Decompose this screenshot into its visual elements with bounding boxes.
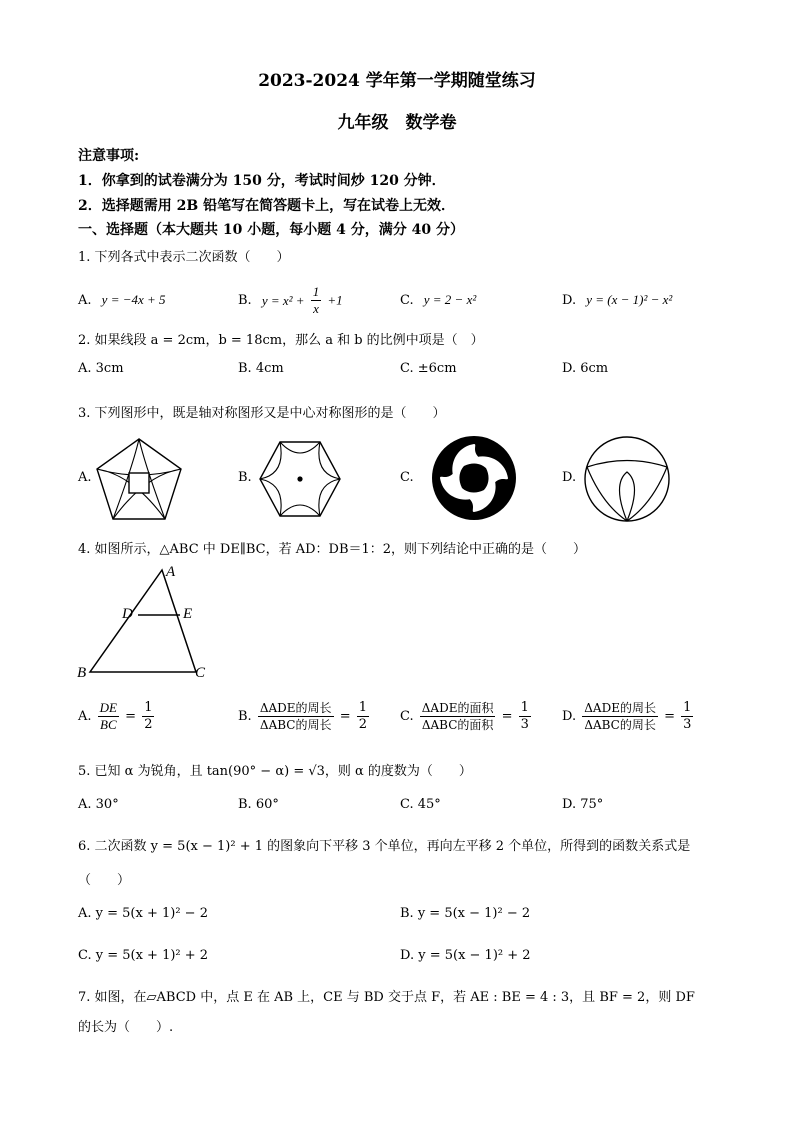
q7-stem-cont: 的长为（ ）. [78, 1020, 174, 1035]
q1-option-b [238, 284, 343, 317]
q4-option-c-num: ΔADE的面积 [421, 701, 494, 715]
q4-option-d-label: D. [562, 709, 577, 724]
q6-option-a: A. y = 5(x + 1)² − 2 [78, 906, 208, 921]
q4-option-c-label: C. [400, 709, 414, 724]
hexagon-figure [258, 438, 342, 520]
q4-option-a-den: BC [100, 717, 117, 732]
q5-option-b: B. 60° [238, 797, 279, 812]
q3-option-b-label: B. [238, 470, 252, 485]
q5-option-c: C. 45° [400, 797, 441, 812]
pentagon-figure [93, 435, 185, 523]
q2-option-a: A. 3cm [78, 361, 124, 376]
exam-subtitle: 九年级 数学卷 [337, 113, 457, 133]
q4-option-d-rhs-den: 3 [683, 717, 692, 732]
q1-stem: 1. 下列各式中表示二次函数（ ） [78, 250, 290, 265]
q4-option-a-frac [98, 700, 119, 733]
q6-stem-cont: （ ） [78, 873, 131, 888]
q4-option-a [78, 700, 156, 733]
section-heading: 一、选择题（本大题共 10 小题，每小题 4 分，满分 40 分） [78, 222, 464, 238]
q4-stem: 4. 如图所示，△ABC 中 DE∥BC，若 AD：DB＝1：2，则下列结论中正确的是（ ） [78, 542, 587, 557]
q5-stem: 5. 已知 α 为锐角，且 tan(90° − α) = √3，则 α 的度数为（ ） [78, 764, 472, 779]
q1-option-b-frac [311, 284, 322, 317]
q4-option-b-num: ΔADE的周长 [259, 701, 332, 715]
q1-option-b-post: +1 [327, 292, 343, 308]
q3-stem: 3. 下列图形中，既是轴对称图形又是中心对称图形的是（ ） [78, 406, 446, 421]
q2-option-b: B. 4cm [238, 361, 284, 376]
q3-option-a-label: A. [78, 470, 92, 485]
swirl-figure [430, 434, 518, 522]
q4-option-b-rhs-den: 2 [358, 717, 368, 732]
vertex-label-b: B [77, 665, 87, 681]
q4-option-a-rhs [142, 700, 154, 733]
note-item-2: 2．选择题需用 2B 铅笔写在简答题卡上，写在试卷上无效． [78, 198, 456, 214]
circle-arcs-figure [582, 434, 672, 524]
q4-option-a-eq: = [125, 709, 137, 724]
q4-option-c-eq: = [501, 709, 513, 724]
q1-option-d-label: D. [562, 293, 577, 308]
vertex-label-c: C [195, 665, 206, 681]
q5-option-a: A. 30° [78, 797, 119, 812]
q1-option-b-num: 1 [312, 284, 320, 299]
vertex-label-a: A [166, 564, 176, 580]
q4-option-a-num: DE [99, 700, 118, 715]
q4-option-a-rhs-num: 1 [144, 700, 153, 715]
q1-option-a [78, 292, 166, 308]
vertex-label-e: E [183, 606, 193, 622]
q4-option-d-eq: = [664, 709, 675, 724]
q4-option-c-rhs-num: 1 [520, 700, 529, 715]
q4-option-a-rhs-den: 2 [144, 717, 153, 732]
q2-option-d: D. 6cm [562, 361, 609, 376]
q1-option-c-expr: y = 2 − x² [423, 292, 477, 307]
q3-option-d-label: D. [562, 470, 577, 485]
q4-option-c-den: ΔABC的面积 [421, 718, 494, 732]
q1-option-c [400, 292, 476, 308]
q6-option-d: D. y = 5(x − 1)² + 2 [400, 948, 531, 963]
q4-option-c-rhs-den: 3 [520, 717, 529, 732]
q5-option-d: D. 75° [562, 797, 604, 812]
q1-option-d-expr: y = (x − 1)² − x² [586, 292, 673, 307]
q4-option-d-rhs-num: 1 [683, 700, 692, 715]
q1-option-d [562, 292, 672, 308]
q1-option-b-label: B. [238, 293, 252, 308]
vertex-label-d: D [122, 606, 133, 622]
q4-option-c-rhs [519, 700, 531, 733]
q4-option-d-rhs [681, 700, 693, 733]
q4-option-c [400, 700, 533, 733]
q4-option-c-frac [420, 700, 496, 733]
q1-option-a-label: A. [78, 293, 92, 308]
q1-option-b-pre: y = x² + [261, 292, 305, 308]
q4-option-b-rhs-num: 1 [358, 700, 368, 715]
q4-option-b-label: B. [238, 709, 252, 724]
exam-title: 2023-2024 学年第一学期随堂练习 [258, 71, 536, 91]
q4-option-d-den: ΔABC的周长 [584, 718, 656, 732]
q4-option-b [238, 700, 371, 733]
q1-option-b-den: x [313, 301, 319, 316]
note-item-1: 1．你拿到的试卷满分为 150 分，考试时间炒 120 分钟． [78, 173, 446, 189]
q1-option-a-expr: y = −4x + 5 [101, 292, 166, 307]
q2-stem: 2. 如果线段 a = 2cm，b = 18cm，那么 a 和 b 的比例中项是（ ） [78, 333, 484, 348]
q4-option-a-label: A. [78, 709, 92, 724]
q4-option-b-frac [258, 700, 334, 733]
q4-option-b-rhs [357, 700, 369, 733]
q6-option-c: C. y = 5(x + 1)² + 2 [78, 948, 209, 963]
q4-option-d-num: ΔADE的周长 [584, 701, 656, 715]
q4-option-d-frac [582, 700, 658, 733]
q1-option-c-label: C. [400, 293, 414, 308]
q3-option-c-label: C. [400, 470, 414, 485]
q2-option-c: C. ±6cm [400, 361, 457, 376]
q4-option-d [562, 700, 695, 733]
notes-heading: 注意事项: [78, 148, 140, 164]
q6-stem: 6. 二次函数 y = 5(x − 1)² + 1 的图象向下平移 3 个单位，再向左平移 2 个单位，所得到的函数关系式是 [78, 839, 691, 854]
q4-option-b-den: ΔABC的周长 [259, 718, 332, 732]
q7-stem: 7. 如图，在▱ABCD 中，点 E 在 AB 上，CE 与 BD 交于点 F，若 AE : BE = 4 : 3，且 BF = 2，则 DF [78, 990, 695, 1005]
q6-option-b: B. y = 5(x − 1)² − 2 [400, 906, 531, 921]
q4-option-b-eq: = [339, 709, 351, 724]
